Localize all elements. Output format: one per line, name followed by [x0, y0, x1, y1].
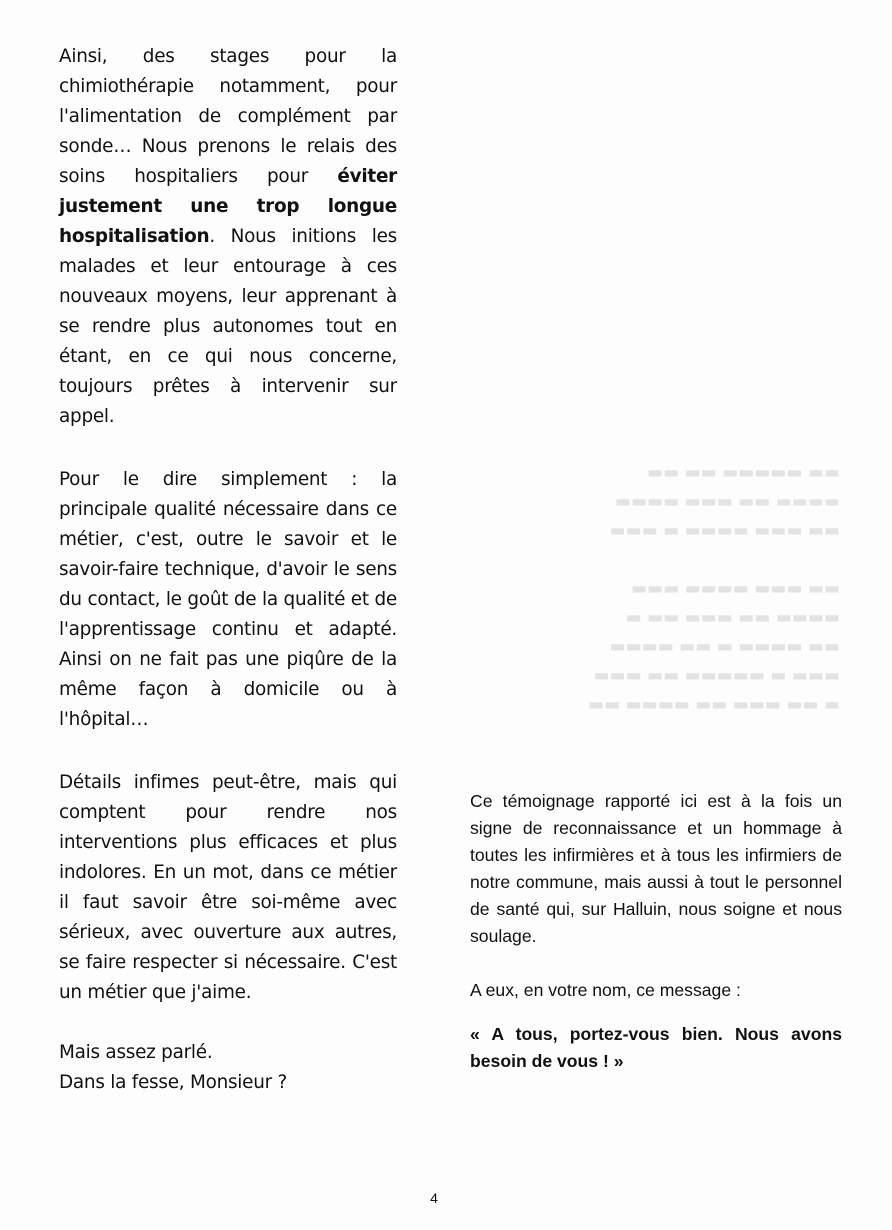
right-paragraph-3: « A tous, portez-vous bien. Nous avons besoin de vous ! » — [470, 1024, 842, 1071]
left-paragraph-2: Pour le dire simplement : la principale qualité nécessaire dans ce métier, c'est, outre le savoir et le savoir-faire technique, d'avoir le sens du contact, le goût de la qualité et de l'apprentissage continu et adapté. Ainsi on ne fait pas une piqûre de la même façon à domicile ou à l'hôpital… — [59, 469, 397, 730]
right-paragraph-2: A eux, en votre nom, ce message : — [470, 980, 741, 1000]
right-column — [470, 788, 842, 1075]
show-through-right: ▬ ▬▬ ▬▬▬ ▬▬ ▬▬▬▬ ▬▬ ▬▬▬ ▬ ▬▬▬▬▬ ▬▬ ▬▬▬ ▬▬ ▬▬▬▬ ▬ ▬▬ ▬▬▬▬ ▬▬▬▬ ▬▬ ▬▬▬ ▬▬ ▬ ▬▬ ▬▬▬ ▬▬▬▬ ▬▬▬ ▬▬ ▬▬▬ ▬▬▬▬ ▬ ▬▬▬ ▬▬▬▬ ▬▬ ▬▬▬ ▬▬▬▬ ▬▬ ▬▬▬▬▬ ▬▬ ▬▬ — [588, 464, 840, 716]
left-column — [59, 42, 397, 1098]
left-paragraph-4-line-2: Dans la fesse, Monsieur ? — [59, 1072, 288, 1093]
left-paragraph-1: Ainsi, des stages pour la chimiothérapie notamment, pour l'alimentation de complément par sonde… Nous prenons le relais des soins hospitaliers pour éviter justement une trop longue hospitalisation. Nous initions les malades et leur entourage à ces nouveaux moyens, leur apprenant à se rendre plus autonomes tout en étant, en ce qui nous concerne, toujours prêtes à intervenir sur appel. — [59, 46, 397, 427]
left-paragraph-4-line-1: Mais assez parlé. — [59, 1042, 213, 1063]
bold-phrase: éviter justement une trop longue hospitalisation — [59, 166, 397, 247]
left-paragraph-3: Détails infimes peut-être, mais qui comptent pour rendre nos interventions plus efficaces et plus indolores. En un mot, dans ce métier il faut savoir être soi-même avec sérieux, avec ouverture aux autres, se faire respecter si nécessaire. C'est un métier que j'aime. — [59, 772, 397, 1003]
right-paragraph-1: Ce témoignage rapporté ici est à la fois un signe de reconnaissance et un hommage à toutes les infirmières et à tous les infirmiers de notre commune, mais aussi à tout le personnel de santé qui, sur Halluin, nous soigne et nous soulage. — [470, 791, 842, 946]
page-number: 4 — [430, 1190, 438, 1206]
